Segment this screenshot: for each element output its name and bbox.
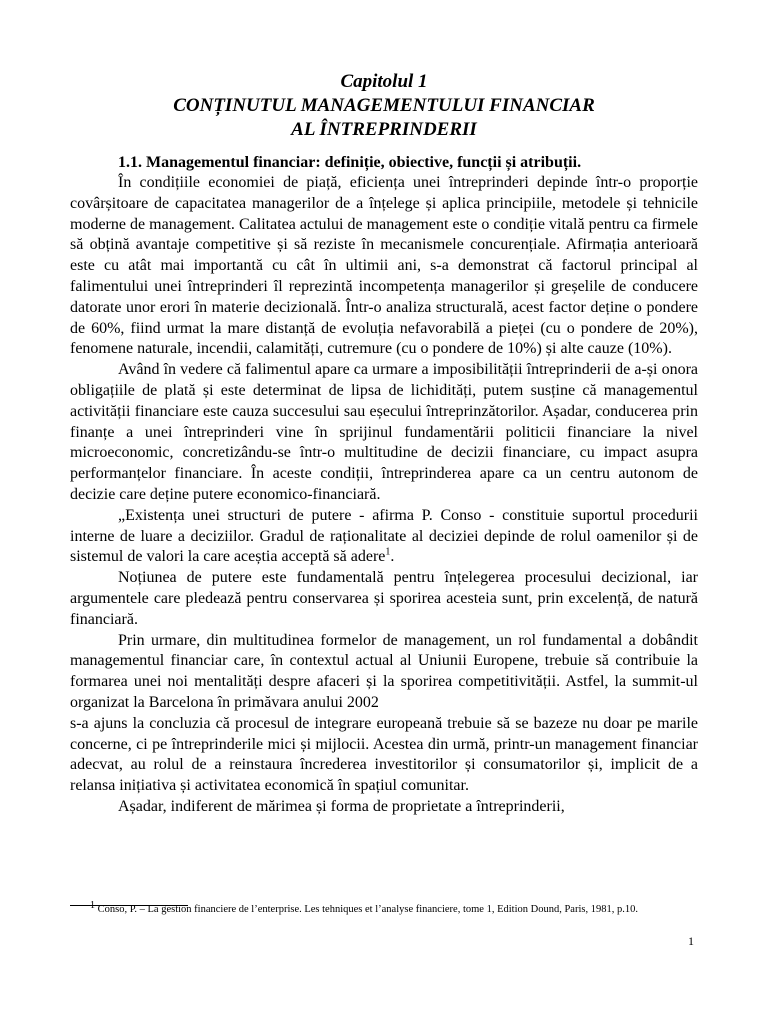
paragraph-6: s-a ajuns la concluzia că procesul de integrare europeană trebuie să se bazeze nu doar pe marile concerne, ci pe întreprinderile mici și mijlocii. Acestea din urmă, printr-un management financiar adecvat, au rolul de a reinstaura încrederea investitorilor și consumatorilor și, implicit de a relansa inițiativa și activitatea economică în spațiul comunitar. — [70, 714, 698, 795]
chapter-title-line-2: AL ÎNTREPRINDERII — [291, 119, 477, 140]
footnote — [70, 899, 710, 917]
footnote-text: Conso, P. – La gestion financiere de l’enterprise. Les tehniques et l’analyse financiere, tome 1, Edition Dound, Paris, 1981, p.10. — [97, 904, 638, 915]
paragraph-3 — [70, 506, 698, 568]
chapter-title-block — [0, 70, 768, 142]
section-heading: 1.1. Managementul financiar: definiție, obiective, funcții și atribuții. — [118, 154, 582, 171]
body-text — [70, 173, 698, 818]
paragraph-3-text: „Existența unei structuri de putere - afirma P. Conso - constituie suportul procedurii interne de luare a deciziilor. Gradul de raționalitate al deciziei depinde de rolul oamenilor și de sistemul de valori la care aceștia acceptă să adere — [70, 506, 698, 566]
page-number: 1 — [688, 934, 694, 948]
chapter-number: Capitolul 1 — [340, 71, 428, 92]
chapter-title-line-1: CONȚINUTUL MANAGEMENTULUI FINANCIAR — [173, 95, 595, 116]
paragraph-2: Având în vedere că falimentul apare ca urmare a imposibilității întreprinderii de a-și onora obligațiile de plată și este determinat de lipsa de lichidități, putem susține că managementul activității financiare este cauza succesului sau eșecului întreprinzătorilor. Așadar, conducerea prin finanțe a unei întreprinderi vine în sprijinul fundamentării politicii financiare la nivel microeconomic, concretizându-se într-o multitudine de decizii financiare, cu impact asupra performanțelor financiare. În aceste condiții, întreprinderea apare ca un centru autonom de decizie care deține putere economico-financiară. — [70, 361, 698, 503]
paragraph-1: În condițiile economiei de piață, eficiența unei întreprinderi depinde într-o proporție covârșitoare de capacitatea managerilor de a înțelege și aplica principiile, metodele și tehnicile moderne de management. Calitatea actului de management este o condiție vitală pentru ca firmele să obțină avantaje competitive și să reziste în mecanismele concurențiale. Afirmația anterioară este cu atât mai importantă cu cât în ultimii ani, s-a demonstrat că factorul principal al falimentului unei întreprinderi îl reprezintă incompetența managerilor și greșelile de conducere datorate unor erori în materie decizională. Într-o analiza structurală, acest factor deține o pondere de 60%, fiind urmat la mare distanță de evoluția nefavorabilă a pieței (cu o pondere de 20%), fenomene naturale, incendii, calamități, cutremure (cu o pondere de 10%) și alte cauze (10%). — [70, 174, 698, 358]
paragraph-3-end: . — [390, 548, 395, 566]
footnote-marker: 1 — [90, 899, 95, 911]
paragraph-7: Așadar, indiferent de mărimea și forma de proprietate a întreprinderii, — [118, 797, 565, 815]
footnote-reference[interactable]: 1 — [385, 547, 391, 559]
paragraph-5: Prin urmare, din multitudinea formelor de management, un rol fundamental a dobândit managementul financiar care, în contextul actual al Uniunii Europene, trebuie să contribuie la formarea unei noi mentalități despre afaceri și la sporirea competitivității. Astfel, la summit-ul organizat la Barcelona în primăvara anului 2002 — [70, 631, 698, 711]
paragraph-4: Noțiunea de putere este fundamentală pentru înțelegerea procesului decizional, iar argumentele care pledează pentru conservarea și sporirea acesteia sunt, prin excelență, de natură financiară. — [70, 569, 698, 628]
